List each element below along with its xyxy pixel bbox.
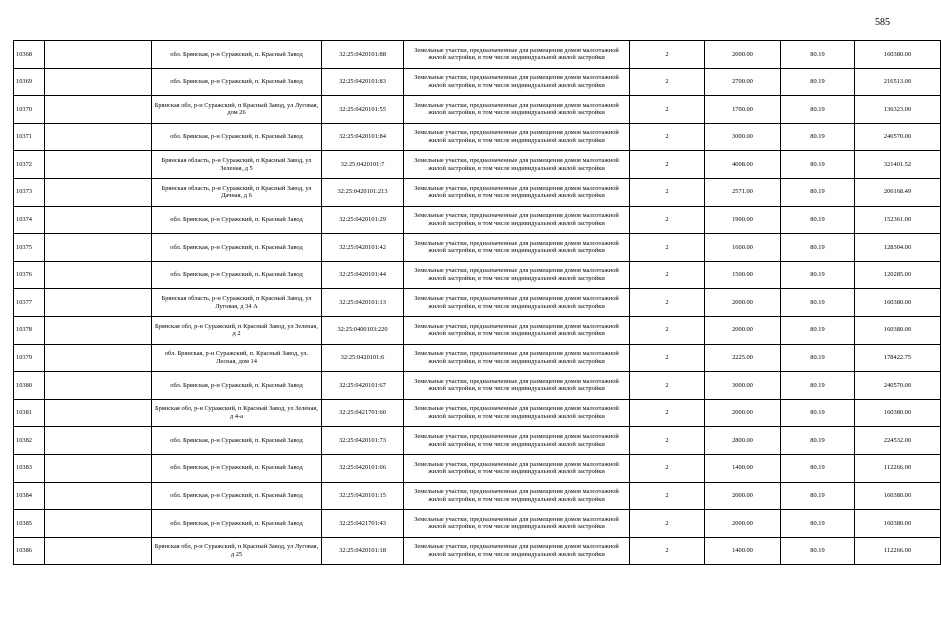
row-description-cell: Земельные участки, предназначенные для размещения домов малоэтажной жилой застройки, в том числе индивидуальной жилой застройки [404,482,630,510]
row-cadastral-cell: 32:25:0400103:220 [322,316,404,344]
row-cadastral-cell: 32:25:0420101:7 [322,151,404,179]
row-area-cell: 2800.00 [705,427,781,455]
row-id-cell: 10374 [14,206,45,234]
row-cadastral-cell: 32:25:0421701:60 [322,399,404,427]
table-row [14,427,941,455]
row-id-cell: 10373 [14,178,45,206]
row-address-cell: Брянская область, р-н Суражский, п Красный Завод, ул Зеленая, д 5 [152,151,322,179]
row-address-cell: обл. Брянская, р-н Суражский, п. Красный Завод [152,206,322,234]
row-value-cell: 160380.00 [855,316,941,344]
row-rate-cell: 80.19 [781,123,855,151]
row-group-cell: 2 [630,454,705,482]
row-blank-cell [45,261,152,289]
row-rate-cell: 80.19 [781,316,855,344]
row-address-cell: обл. Брянская, р-н Суражский, п. Красный Завод [152,427,322,455]
row-value-cell: 206168.49 [855,178,941,206]
table-row [14,344,941,372]
table-row [14,316,941,344]
row-value-cell: 160380.00 [855,510,941,538]
row-description-cell: Земельные участки, предназначенные для размещения домов малоэтажной жилой застройки, в том числе индивидуальной жилой застройки [404,372,630,400]
row-area-cell: 1400.00 [705,537,781,565]
row-id-cell: 10380 [14,372,45,400]
table-row [14,372,941,400]
row-group-cell: 2 [630,482,705,510]
row-blank-cell [45,427,152,455]
row-value-cell: 128304.00 [855,234,941,262]
row-address-cell: Брянская область, р-н Суражский, п Красный Завод, ул Луговая, д 34 А [152,289,322,317]
row-blank-cell [45,96,152,124]
row-address-cell: Брянская обл, р-н Суражский, п Красный Завод, ул Луговая, дом 26 [152,96,322,124]
row-blank-cell [45,537,152,565]
row-description-cell: Земельные участки, предназначенные для размещения домов малоэтажной жилой застройки, в том числе индивидуальной жилой застройки [404,510,630,538]
row-group-cell: 2 [630,234,705,262]
row-rate-cell: 80.19 [781,399,855,427]
row-address-cell: обл. Брянская, р-н Суражский, п. Красный Завод [152,68,322,96]
row-rate-cell: 80.19 [781,41,855,69]
row-cadastral-cell: 32:25:0420101:213 [322,178,404,206]
row-description-cell: Земельные участки, предназначенные для размещения домов малоэтажной жилой застройки, в том числе индивидуальной жилой застройки [404,454,630,482]
row-id-cell: 10385 [14,510,45,538]
row-area-cell: 2000.00 [705,510,781,538]
row-blank-cell [45,289,152,317]
row-group-cell: 2 [630,510,705,538]
row-rate-cell: 80.19 [781,427,855,455]
row-rate-cell: 80.19 [781,68,855,96]
table-row [14,399,941,427]
row-group-cell: 2 [630,206,705,234]
table-row [14,482,941,510]
row-blank-cell [45,344,152,372]
row-value-cell: 216513.00 [855,68,941,96]
row-group-cell: 2 [630,316,705,344]
row-area-cell: 1700.00 [705,96,781,124]
row-group-cell: 2 [630,537,705,565]
row-address-cell: Брянская обл, р-н Суражский, п Красный Завод, ул Луговая, д 25 [152,537,322,565]
row-description-cell: Земельные участки, предназначенные для размещения домов малоэтажной жилой застройки, в том числе индивидуальной жилой застройки [404,234,630,262]
table-row [14,454,941,482]
row-rate-cell: 80.19 [781,178,855,206]
row-area-cell: 2000.00 [705,399,781,427]
row-cadastral-cell: 32:25:0421701:43 [322,510,404,538]
row-group-cell: 2 [630,372,705,400]
row-rate-cell: 80.19 [781,96,855,124]
table-row [14,206,941,234]
row-description-cell: Земельные участки, предназначенные для размещения домов малоэтажной жилой застройки, в том числе индивидуальной жилой застройки [404,206,630,234]
row-description-cell: Земельные участки, предназначенные для размещения домов малоэтажной жилой застройки, в том числе индивидуальной жилой застройки [404,178,630,206]
table-row [14,178,941,206]
row-group-cell: 2 [630,289,705,317]
table-row [14,41,941,69]
table-row [14,510,941,538]
row-area-cell: 2000.00 [705,289,781,317]
row-id-cell: 10372 [14,151,45,179]
row-description-cell: Земельные участки, предназначенные для размещения домов малоэтажной жилой застройки, в том числе индивидуальной жилой застройки [404,96,630,124]
row-area-cell: 3000.00 [705,372,781,400]
row-rate-cell: 80.19 [781,454,855,482]
row-cadastral-cell: 32:25:0420101:29 [322,206,404,234]
row-group-cell: 2 [630,427,705,455]
row-id-cell: 10384 [14,482,45,510]
row-id-cell: 10370 [14,96,45,124]
row-rate-cell: 80.19 [781,151,855,179]
row-blank-cell [45,234,152,262]
row-id-cell: 10379 [14,344,45,372]
row-area-cell: 3000.00 [705,123,781,151]
row-value-cell: 120285.00 [855,261,941,289]
row-description-cell: Земельные участки, предназначенные для размещения домов малоэтажной жилой застройки, в том числе индивидуальной жилой застройки [404,316,630,344]
row-description-cell: Земельные участки, предназначенные для размещения домов малоэтажной жилой застройки, в том числе индивидуальной жилой застройки [404,151,630,179]
row-area-cell: 1400.00 [705,454,781,482]
row-value-cell: 112266.00 [855,454,941,482]
row-blank-cell [45,454,152,482]
row-description-cell: Земельные участки, предназначенные для размещения домов малоэтажной жилой застройки, в том числе индивидуальной жилой застройки [404,427,630,455]
row-address-cell: обл. Брянская, р-н Суражский, п. Красный Завод, ул. Лесная, дом 14 [152,344,322,372]
row-cadastral-cell: 32:25:0420101:15 [322,482,404,510]
table-row [14,68,941,96]
row-address-cell: обл. Брянская, р-н Суражский, п. Красный Завод [152,261,322,289]
row-group-cell: 2 [630,399,705,427]
row-value-cell: 152361.00 [855,206,941,234]
row-value-cell: 160380.00 [855,399,941,427]
row-description-cell: Земельные участки, предназначенные для размещения домов малоэтажной жилой застройки, в том числе индивидуальной жилой застройки [404,68,630,96]
row-address-cell: обл. Брянская, р-н Суражский, п. Красный Завод [152,41,322,69]
row-value-cell: 224532.00 [855,427,941,455]
row-value-cell: 160380.00 [855,41,941,69]
row-group-cell: 2 [630,344,705,372]
row-cadastral-cell: 32:25:0420101:55 [322,96,404,124]
row-cadastral-cell: 32:25:0420101:18 [322,537,404,565]
row-description-cell: Земельные участки, предназначенные для размещения домов малоэтажной жилой застройки, в том числе индивидуальной жилой застройки [404,289,630,317]
row-address-cell: обл. Брянская, р-н Суражский, п. Красный Завод [152,510,322,538]
table-row [14,261,941,289]
row-id-cell: 10377 [14,289,45,317]
row-rate-cell: 80.19 [781,206,855,234]
row-id-cell: 10371 [14,123,45,151]
row-description-cell: Земельные участки, предназначенные для размещения домов малоэтажной жилой застройки, в том числе индивидуальной жилой застройки [404,344,630,372]
row-area-cell: 2571.00 [705,178,781,206]
row-id-cell: 10378 [14,316,45,344]
row-value-cell: 136323.00 [855,96,941,124]
row-group-cell: 2 [630,68,705,96]
row-cadastral-cell: 32:25:0420101:6 [322,344,404,372]
row-blank-cell [45,510,152,538]
table-row [14,123,941,151]
row-id-cell: 10382 [14,427,45,455]
row-cadastral-cell: 32:25:0420101:66 [322,454,404,482]
row-group-cell: 2 [630,178,705,206]
row-id-cell: 10375 [14,234,45,262]
row-address-cell: Брянская обл, р-н Суражский, п Красный Завод, ул Зеленая, д 2 [152,316,322,344]
row-description-cell: Земельные участки, предназначенные для размещения домов малоэтажной жилой застройки, в том числе индивидуальной жилой застройки [404,261,630,289]
row-group-cell: 2 [630,123,705,151]
row-value-cell: 160380.00 [855,482,941,510]
row-address-cell: Брянская обл, р-н Суражский, п Красный Завод, ул Зеленая, д 4-а [152,399,322,427]
row-area-cell: 2225.00 [705,344,781,372]
row-rate-cell: 80.19 [781,372,855,400]
row-blank-cell [45,206,152,234]
row-address-cell: Брянская область, р-н Суражский, п Красный Завод, ул Дачная, д 6 [152,178,322,206]
row-rate-cell: 80.19 [781,261,855,289]
row-blank-cell [45,178,152,206]
row-description-cell: Земельные участки, предназначенные для размещения домов малоэтажной жилой застройки, в том числе индивидуальной жилой застройки [404,41,630,69]
row-description-cell: Земельные участки, предназначенные для размещения домов малоэтажной жилой застройки, в том числе индивидуальной жилой застройки [404,123,630,151]
row-value-cell: 240570.00 [855,372,941,400]
row-cadastral-cell: 32:25:0420101:84 [322,123,404,151]
row-description-cell: Земельные участки, предназначенные для размещения домов малоэтажной жилой застройки, в том числе индивидуальной жилой застройки [404,537,630,565]
row-rate-cell: 80.19 [781,344,855,372]
row-area-cell: 2000.00 [705,482,781,510]
row-cadastral-cell: 32:25:0420101:44 [322,261,404,289]
row-id-cell: 10376 [14,261,45,289]
row-area-cell: 4008.00 [705,151,781,179]
row-rate-cell: 80.19 [781,510,855,538]
row-area-cell: 2000.00 [705,41,781,69]
row-blank-cell [45,316,152,344]
row-group-cell: 2 [630,261,705,289]
row-cadastral-cell: 32:25:0420101:67 [322,372,404,400]
row-address-cell: обл. Брянская, р-н Суражский, п. Красный Завод [152,234,322,262]
row-cadastral-cell: 32:25:0420101:73 [322,427,404,455]
row-blank-cell [45,482,152,510]
row-area-cell: 1900.00 [705,206,781,234]
row-area-cell: 2700.00 [705,68,781,96]
row-blank-cell [45,151,152,179]
row-address-cell: обл. Брянская, р-н Суражский, п. Красный Завод [152,123,322,151]
row-group-cell: 2 [630,96,705,124]
row-value-cell: 178422.75 [855,344,941,372]
row-blank-cell [45,123,152,151]
row-value-cell: 160380.00 [855,289,941,317]
row-blank-cell [45,41,152,69]
table-body [14,41,941,565]
row-id-cell: 10381 [14,399,45,427]
row-area-cell: 1500.00 [705,261,781,289]
row-cadastral-cell: 32:25:0420101:83 [322,68,404,96]
row-address-cell: обл. Брянская, р-н Суражский, п. Красный Завод [152,454,322,482]
row-description-cell: Земельные участки, предназначенные для размещения домов малоэтажной жилой застройки, в том числе индивидуальной жилой застройки [404,399,630,427]
row-cadastral-cell: 32:25:0420101:13 [322,289,404,317]
row-group-cell: 2 [630,151,705,179]
table-row [14,234,941,262]
land-plots-table [13,40,941,565]
row-address-cell: обл. Брянская, р-н Суражский, п. Красный Завод [152,372,322,400]
row-value-cell: 240570.00 [855,123,941,151]
row-value-cell: 112266.00 [855,537,941,565]
row-blank-cell [45,399,152,427]
row-cadastral-cell: 32:25:0420101:88 [322,41,404,69]
row-group-cell: 2 [630,41,705,69]
row-address-cell: обл. Брянская, р-н Суражский, п. Красный Завод [152,482,322,510]
row-rate-cell: 80.19 [781,289,855,317]
table-row [14,96,941,124]
table-row [14,289,941,317]
row-blank-cell [45,372,152,400]
row-area-cell: 1600.00 [705,234,781,262]
row-blank-cell [45,68,152,96]
page-number: 585 [875,17,890,28]
table-row [14,151,941,179]
row-id-cell: 10386 [14,537,45,565]
row-cadastral-cell: 32:25:0420101:42 [322,234,404,262]
row-rate-cell: 80.19 [781,537,855,565]
row-id-cell: 10369 [14,68,45,96]
row-rate-cell: 80.19 [781,482,855,510]
row-value-cell: 321401.52 [855,151,941,179]
row-id-cell: 10368 [14,41,45,69]
row-rate-cell: 80.19 [781,234,855,262]
table-row [14,537,941,565]
row-area-cell: 2000.00 [705,316,781,344]
row-id-cell: 10383 [14,454,45,482]
